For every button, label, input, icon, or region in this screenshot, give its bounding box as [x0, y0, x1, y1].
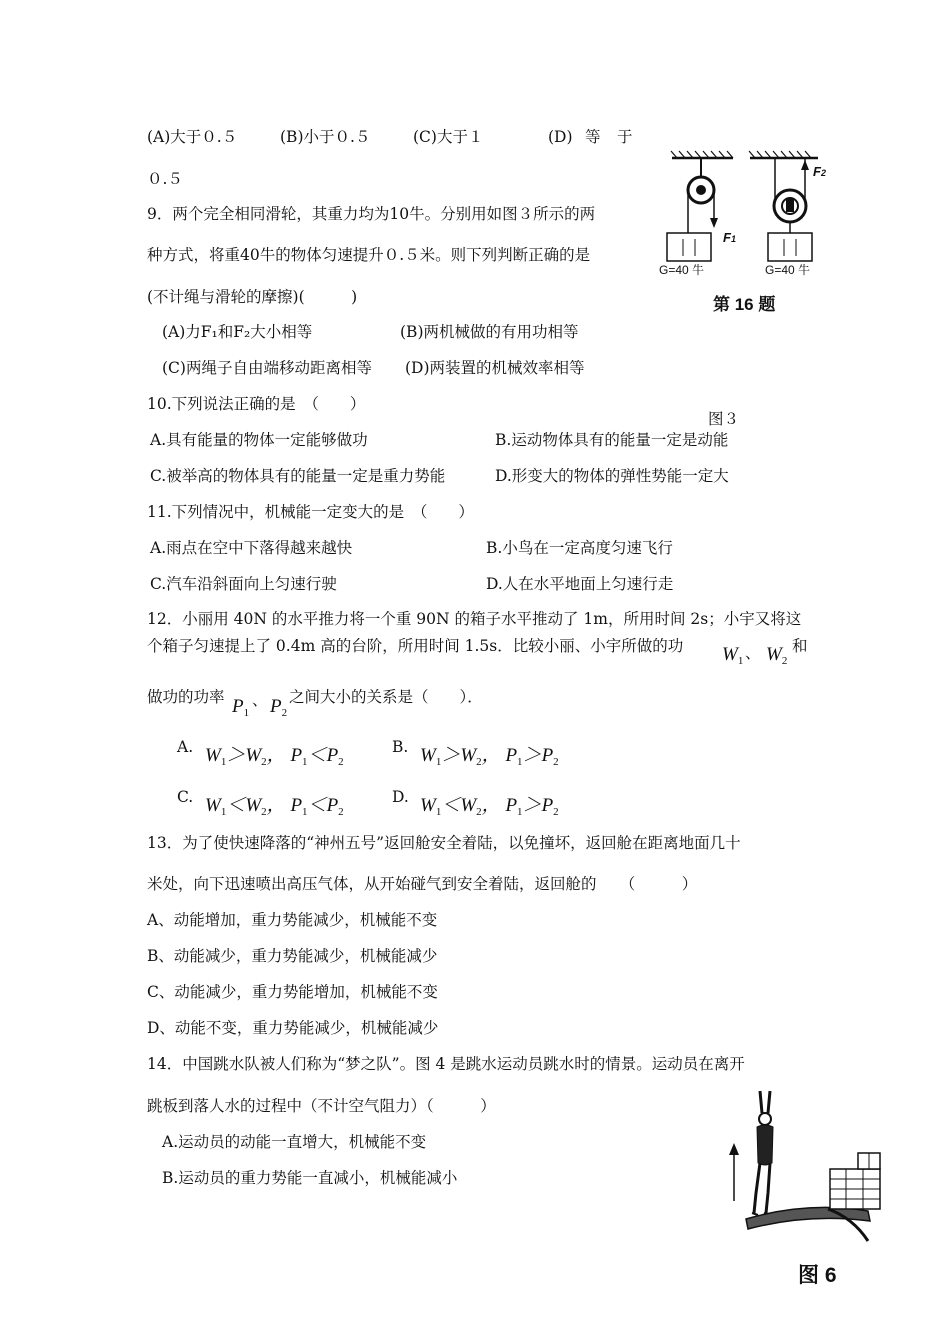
- q13-stem-line1: 13．为了使快速降落的“神州五号”返回舱安全着陆，以免撞坏，返回舱在距离地面几十: [147, 834, 741, 852]
- q9-stem-line2: 种方式，将重40牛的物体匀速提升０.５米。则下列判断正确的是: [147, 246, 591, 264]
- q8-option-a: (A)大于０.５: [147, 128, 238, 146]
- q12-w2: $W_2$: [766, 644, 788, 667]
- q12-option-c-expr: $W_1<W_2$， $P_1<P_2$: [205, 795, 344, 818]
- left-weight-label: G=40 牛: [659, 263, 705, 277]
- q12-sep2: 、: [252, 691, 268, 709]
- q10-option-c: C.被举高的物体具有的能量一定是重力势能: [150, 467, 446, 485]
- q14-stem-line1: 14．中国跳水队被人们称为“梦之队”。图 4 是跳水运动员跳水时的情景。运动员在离开: [147, 1055, 745, 1073]
- q9-option-b: (B)两机械做的有用功相等: [400, 323, 579, 341]
- figure-title: 第 16 题: [713, 295, 776, 314]
- q11-option-a: A.雨点在空中下落得越来越快: [150, 539, 353, 557]
- q11-option-b: B.小鸟在一定高度匀速飞行: [486, 539, 673, 557]
- q12-option-d-label: D.: [392, 788, 409, 806]
- q10-option-b: B.运动物体具有的能量一定是动能: [495, 431, 729, 449]
- q12-stem-line3-pre: 做功的功率: [147, 688, 225, 706]
- q9-option-c: (C)两绳子自由端移动距离相等: [162, 359, 372, 377]
- q12-sep1: 、: [745, 644, 761, 662]
- q8-option-b: (B)小于０.５: [280, 128, 371, 146]
- q12-p1: $P_1$: [232, 696, 250, 719]
- figure6-caption: 图 6: [798, 1264, 837, 1287]
- q12-p2: $P_2$: [270, 696, 288, 719]
- q13-option-b: B、动能减少，重力势能减少，机械能减少: [147, 947, 438, 965]
- force-f1-label: F1: [723, 230, 736, 245]
- q8-option-c: (C)大于１: [413, 128, 484, 146]
- q12-stem-line2: 个箱子匀速提上了 0.4m 高的台阶，所用时间 1.5s．比较小丽、小宇所做的功: [147, 637, 684, 655]
- q12-stem-line1: 12．小丽用 40N 的水平推力将一个重 90N 的箱子水平推动了 1m，所用时间 2s；小宇又将这: [147, 610, 802, 628]
- diver-figure: [718, 1083, 888, 1293]
- q10-option-d: D.形变大的物体的弹性势能一定大: [495, 467, 729, 485]
- q14-option-a: A.运动员的动能一直增大，机械能不变: [162, 1133, 427, 1151]
- q9-stem-line1: 9．两个完全相同滑轮，其重力均为10牛。分别用如图３所示的两: [147, 205, 596, 223]
- q14-stem-line2: 跳板到落人水的过程中（不计空气阻力）（ ）: [147, 1097, 496, 1115]
- q12-option-c-label: C.: [177, 788, 194, 806]
- diver-illustration: [718, 1083, 888, 1248]
- q12-option-d-expr: $W_1<W_2$， $P_1>P_2$: [420, 795, 559, 818]
- q8-option-d-word1: 等: [585, 128, 601, 146]
- q8-option-d-word2: 于: [617, 128, 633, 146]
- q12-option-a-label: A.: [177, 738, 194, 756]
- pulley-figure: [655, 148, 840, 323]
- q13-stem-line2: 米处，向下迅速喷出高压气体，从开始碰气到安全着陆，返回舱的 （ ）: [147, 875, 698, 893]
- q9-option-d: (D)两装置的机械效率相等: [405, 359, 585, 377]
- q13-option-a: A、动能增加，重力势能减少，机械能不变: [147, 911, 438, 929]
- q8-option-d-value: ０.５: [147, 170, 183, 188]
- q12-stem-line3-post: 之间大小的关系是（ ）．: [289, 688, 483, 706]
- q12-w1: $W_1$: [722, 644, 744, 667]
- figure3-caption: 图３: [708, 410, 740, 428]
- right-weight-label: G=40 牛: [765, 263, 811, 277]
- q9-stem-line3: (不计绳与滑轮的摩擦)( ): [147, 288, 358, 306]
- q13-option-c: C、动能减少，重力势能增加，机械能不变: [147, 983, 438, 1001]
- q11-option-c: C.汽车沿斜面向上匀速行驶: [150, 575, 337, 593]
- q12-option-a-expr: $W_1>W_2$， $P_1<P_2$: [205, 745, 344, 768]
- q12-and: 和: [792, 637, 808, 655]
- q12-option-b-expr: $W_1>W_2$， $P_1>P_2$: [420, 745, 559, 768]
- q12-option-b-label: B.: [392, 738, 409, 756]
- force-f2-label: F2: [813, 164, 826, 179]
- q13-option-d: D、动能不变，重力势能减少，机械能减少: [147, 1019, 439, 1037]
- q10-stem: 10.下列说法正确的是 （ ）: [147, 395, 366, 413]
- q14-option-b: B.运动员的重力势能一直减小，机械能减小: [162, 1169, 458, 1187]
- q11-option-d: D.人在水平地面上匀速行走: [486, 575, 674, 593]
- q8-option-d-letter: (D): [548, 128, 573, 146]
- q11-stem: 11.下列情况中，机械能一定变大的是 （ ）: [147, 503, 474, 521]
- q9-option-a: (A)力F₁和F₂大小相等: [162, 323, 313, 341]
- q10-option-a: A.具有能量的物体一定能够做功: [150, 431, 368, 449]
